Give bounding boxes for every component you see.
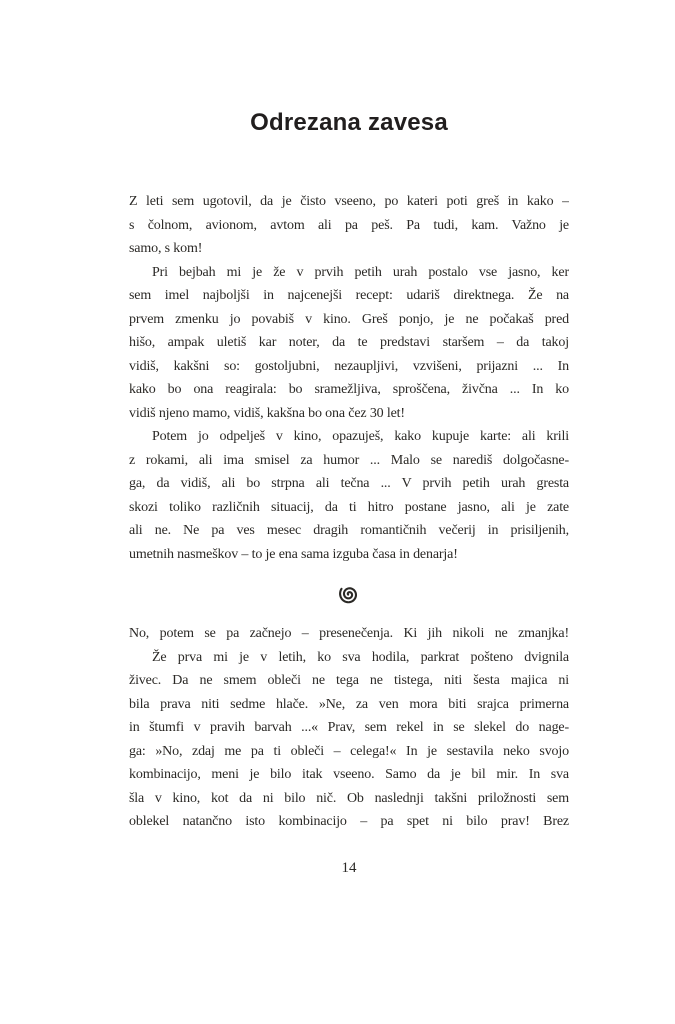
- text-line: s čolnom, avionom, avtom ali pa peš. Pa tudi, kam. Važno je: [129, 217, 569, 233]
- paragraph: [129, 646, 569, 834]
- text-line: prvem zmenku jo povabiš v kino. Greš ponjo, je ne počakaš pred: [129, 311, 569, 327]
- text-line: kako bo ona reagirala: bo sramežljiva, sproščena, živčna ... In ko: [129, 382, 569, 397]
- spiral-ornament-icon: [338, 583, 360, 605]
- text-line: hišo, ampak uletiš kar noter, da te predstavi staršem – da takoj: [129, 335, 569, 350]
- text-line: bila prava niti sedme hlače. »Ne, za ven mora biti srajca primerna: [129, 696, 569, 712]
- text-line: šla v kino, kot da ni bilo nič. Ob naslednji takšni priložnosti sem: [129, 790, 569, 806]
- body-text: [129, 190, 569, 834]
- chapter-title: Odrezana zavesa: [250, 109, 448, 136]
- text-line: samo, s kom!: [129, 241, 203, 256]
- section-divider: [129, 566, 569, 622]
- paragraph: [129, 261, 569, 426]
- page-number: 14: [341, 860, 357, 876]
- paragraph: [129, 425, 569, 566]
- text-line: ga: »No, zdaj me pa ti obleči – celega!« In je sestavila neko svojo: [129, 743, 569, 759]
- text-line: oblekel natančno isto kombinacijo – pa spet ni bilo prav! Brez: [129, 814, 569, 829]
- text-line: Že prva mi je v letih, ko sva hodila, parkrat pošteno dvignila: [152, 649, 569, 665]
- text-line: Z leti sem ugotovil, da je čisto vseeno, po kateri poti greš in kako –: [129, 194, 569, 209]
- text-line: umetnih nasmeškov – to je ena sama izguba časa in denarja!: [129, 546, 458, 562]
- text-line: ga, da vidiš, ali bo strpna ali tečna ... V prvih petih urah gresta: [129, 476, 569, 491]
- text-line: Potem jo odpelješ v kino, opazuješ, kako kupuje karte: ali krili: [152, 429, 569, 444]
- text-line: sem imel najboljši in najcenejši recept: udariš direktnega. Že na: [129, 288, 569, 303]
- text-line: živec. Da ne smem obleči ne tega ne tistega, niti šesta majica ni: [129, 673, 569, 688]
- text-line: ali ne. Ne pa ves mesec dragih romantičnih večerij in prisiljenih,: [129, 523, 569, 538]
- text-line: skozi toliko različnih situacij, da ti hitro postane jasno, ali je zate: [129, 499, 569, 515]
- text-line: No, potem se pa začnejo – presenečenja. Ki jih nikoli ne zmanjka!: [129, 626, 569, 641]
- text-line: vidiš njeno mamo, vidiš, kakšna bo ona čez 30 let!: [129, 405, 405, 421]
- text-line: in štumfi v pravih barvah ...« Prav, sem rekel in se slekel do nage-: [129, 720, 569, 735]
- paragraph: [129, 190, 569, 261]
- text-line: z rokami, ali ima smisel za humor ... Malo se narediš dolgočasne-: [129, 452, 569, 468]
- text-line: vidiš, kakšni so: gostoljubni, nezaupljivi, vzvišeni, prijazni ... In: [129, 358, 569, 374]
- text-line: Pri bejbah mi je že v prvih petih urah postalo vse jasno, ker: [152, 264, 569, 280]
- text-line: kombinacijo, meni je bilo itak vseeno. Samo da je bil mir. In sva: [129, 767, 569, 782]
- paragraph: [129, 622, 569, 646]
